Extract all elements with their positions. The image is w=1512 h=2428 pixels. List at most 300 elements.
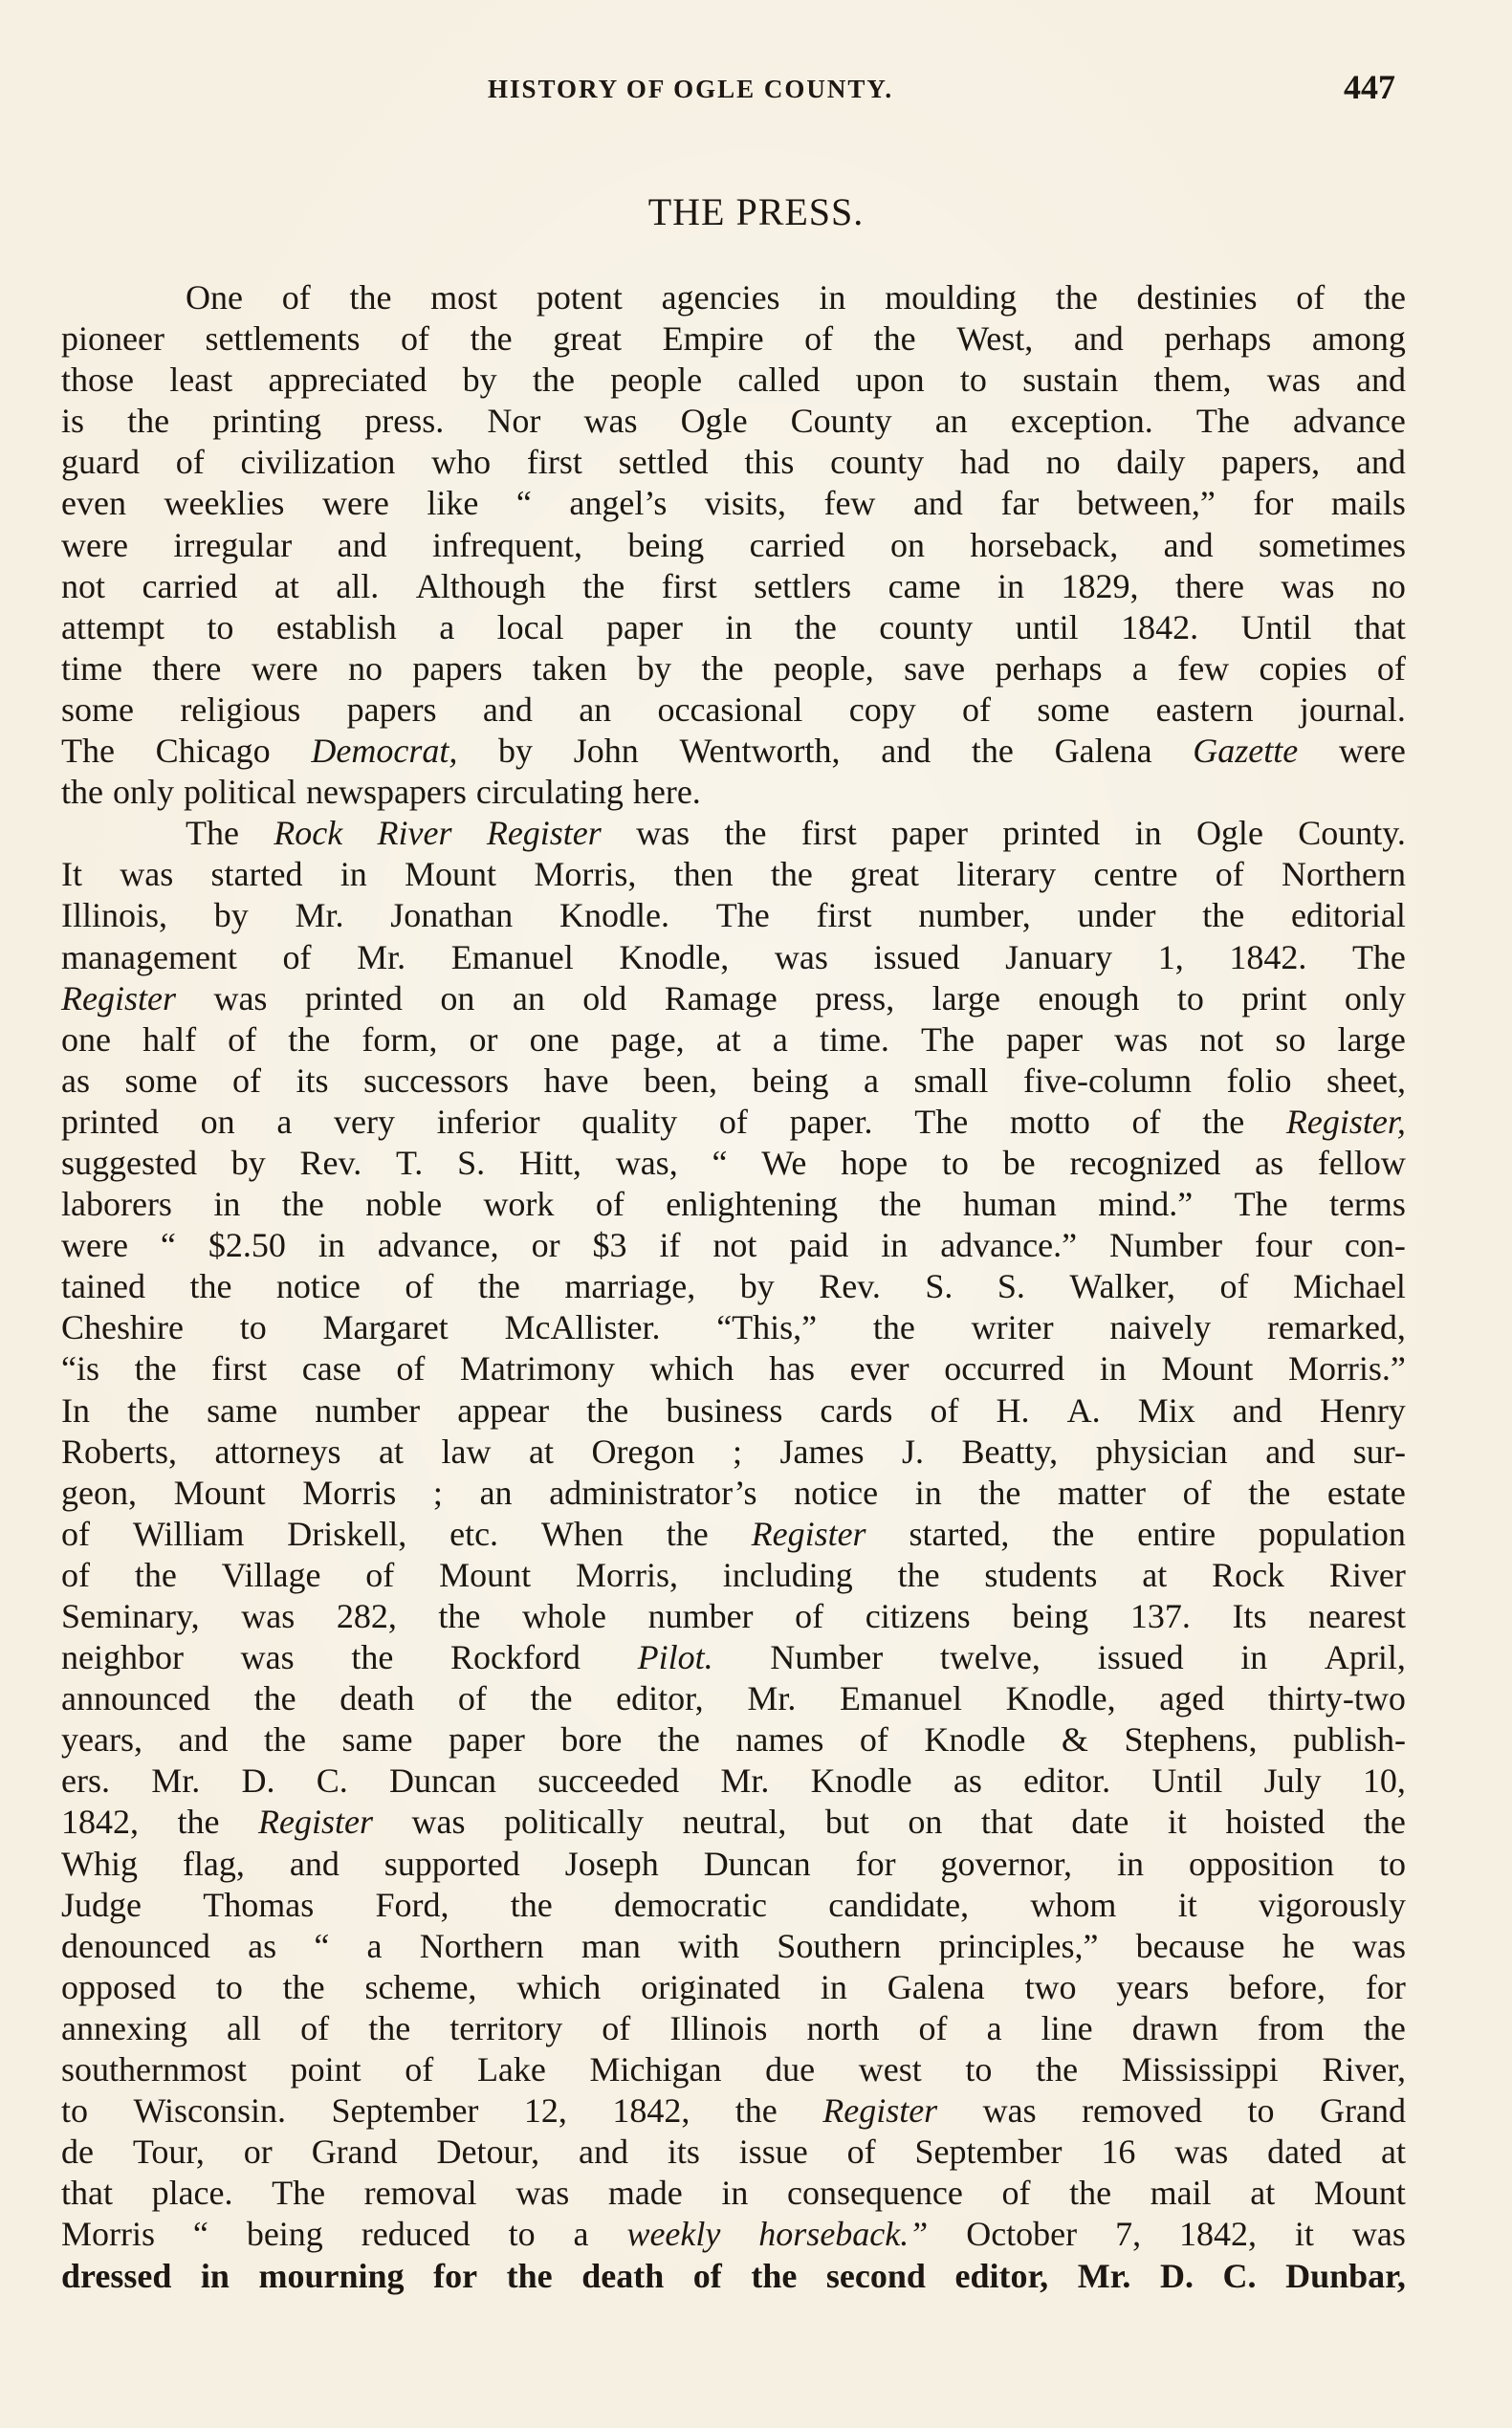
word: to: [207, 607, 234, 646]
word: S.: [997, 1267, 1025, 1306]
word: Register: [257, 1803, 373, 1842]
word: in: [997, 566, 1025, 605]
word: the: [351, 1638, 394, 1677]
word: called: [737, 361, 821, 400]
word: neighbor: [61, 1638, 184, 1677]
word: same: [341, 1720, 413, 1760]
word: the: [724, 814, 767, 853]
word: bore: [560, 1720, 623, 1760]
word: Michigan: [589, 2050, 722, 2089]
text-line: [61, 1019, 1406, 1061]
word: who: [431, 443, 492, 482]
word: hope: [841, 1143, 909, 1182]
word: Beatty,: [961, 1432, 1059, 1471]
word: Until: [1151, 1761, 1223, 1801]
word: governor,: [940, 1844, 1073, 1883]
word: no: [1045, 443, 1081, 482]
word: estate: [1326, 1473, 1406, 1512]
word: not: [1199, 1019, 1244, 1059]
word: of: [457, 1679, 487, 1718]
word: scheme,: [364, 1967, 477, 2006]
text-line: [61, 2132, 1406, 2173]
word: territory: [449, 2008, 563, 2047]
word: visits,: [704, 484, 786, 523]
word: April,: [1324, 1638, 1406, 1677]
word: Margaret: [322, 1308, 449, 1347]
word: Cheshire: [61, 1308, 184, 1347]
word: the: [1202, 1102, 1245, 1141]
word: Driskell,: [287, 1514, 407, 1553]
word: marriage,: [564, 1267, 696, 1306]
word: there: [152, 648, 222, 688]
word: administrator’s: [549, 1473, 757, 1512]
word: to: [61, 2091, 89, 2131]
word: paper: [606, 607, 683, 646]
word: civilization: [240, 443, 396, 482]
word: angel’s: [569, 484, 668, 523]
word: Illinois: [669, 2008, 768, 2047]
word: people,: [773, 648, 874, 688]
word: of: [405, 2050, 434, 2089]
word: editor.: [1023, 1761, 1111, 1801]
word: Village: [221, 1555, 321, 1594]
word: Michael: [1292, 1267, 1406, 1306]
word: of: [1215, 855, 1244, 894]
word: those: [61, 361, 134, 400]
word: first: [816, 896, 872, 935]
word: that: [61, 2174, 113, 2213]
word: law: [441, 1432, 492, 1471]
text-line: [61, 1184, 1406, 1225]
word: in: [914, 1473, 942, 1512]
word: Morris: [61, 2215, 155, 2254]
word: a: [276, 1102, 293, 1141]
word: agencies: [661, 278, 780, 317]
word: few: [823, 484, 876, 523]
body-text: [61, 277, 1406, 2297]
word: copies: [1259, 648, 1348, 688]
word: in: [725, 607, 753, 646]
word: at: [274, 566, 299, 605]
word: politically: [503, 1803, 644, 1842]
text-line: [61, 401, 1406, 442]
word: students: [984, 1555, 1098, 1594]
word: far: [1000, 484, 1040, 523]
word: and: [1265, 1432, 1316, 1471]
word: all.: [336, 566, 380, 605]
word: in: [1240, 1638, 1268, 1677]
word: the: [657, 1720, 700, 1760]
word: 12,: [523, 2091, 567, 2131]
word: of: [405, 1267, 434, 1306]
word: population: [1258, 1514, 1406, 1553]
word: few: [1177, 648, 1230, 688]
word: editorial: [1290, 896, 1406, 935]
word: terms: [1328, 1185, 1406, 1224]
word: the: [1248, 1473, 1291, 1512]
word: at: [379, 1432, 404, 1471]
word: William: [132, 1514, 245, 1553]
word: some: [124, 1061, 198, 1100]
word: Mr.: [747, 1679, 797, 1718]
word: which: [516, 1967, 602, 2006]
word: paper: [1006, 1019, 1084, 1059]
text-line: [61, 1348, 1406, 1389]
word: of: [401, 319, 430, 359]
text-line: [61, 442, 1406, 483]
word: it: [1177, 1885, 1197, 1924]
word: human: [962, 1185, 1057, 1224]
word: was: [982, 2091, 1037, 2131]
word: Matrimony: [459, 1349, 615, 1389]
word: the: [1202, 896, 1245, 935]
word: Knodle,: [1005, 1679, 1116, 1718]
word: in: [340, 855, 367, 894]
word: nearest: [1308, 1597, 1406, 1635]
word: Ogle: [680, 402, 748, 441]
word: Hitt,: [518, 1143, 581, 1182]
word: as: [248, 1926, 277, 1965]
word: of: [365, 1555, 395, 1594]
word: settled: [618, 443, 709, 482]
word: Mount: [439, 1555, 532, 1594]
word: the: [134, 1349, 177, 1389]
word: its: [296, 1061, 329, 1100]
word: the: [1363, 2008, 1406, 2047]
word: Wisconsin.: [133, 2091, 287, 2131]
word: the: [879, 1185, 922, 1224]
word: the: [263, 1720, 306, 1760]
word: of: [61, 1555, 90, 1594]
word: settlers: [754, 566, 852, 605]
word: The: [921, 1019, 975, 1059]
word: County.: [1298, 814, 1406, 853]
word: opposed: [61, 1967, 176, 2006]
word: case: [301, 1349, 362, 1389]
word: Democrat,: [311, 732, 458, 771]
word: Knodle: [924, 1720, 1026, 1760]
text-line: [61, 813, 1406, 854]
word: by: [739, 1267, 775, 1306]
word: an: [579, 689, 612, 729]
word: point: [290, 2050, 362, 2089]
word: of: [859, 1720, 888, 1760]
word: and: [1355, 361, 1406, 400]
word: $3: [592, 1226, 627, 1265]
word: The: [61, 732, 115, 771]
word: by: [230, 1143, 266, 1182]
word: first: [526, 443, 582, 482]
word: inferior: [436, 1102, 540, 1141]
word: enough: [1038, 978, 1140, 1017]
word: number: [647, 1597, 754, 1635]
word: The: [186, 814, 239, 853]
word: date: [1071, 1803, 1129, 1842]
word: Pilot.: [637, 1638, 713, 1677]
word: “This,”: [716, 1308, 818, 1347]
word: had: [959, 443, 1010, 482]
word: opposition: [1188, 1844, 1334, 1883]
word: editor,: [616, 1679, 704, 1718]
word: at: [1250, 2174, 1276, 2213]
word: thirty-two: [1267, 1679, 1406, 1718]
word: Morris,: [534, 855, 637, 894]
text-line: [61, 525, 1406, 566]
word: $2.50: [208, 1226, 286, 1265]
word: printing: [212, 402, 322, 441]
word: Knodle.: [559, 896, 669, 935]
word: at: [1381, 2133, 1406, 2172]
word: were: [321, 484, 389, 523]
word: years,: [61, 1720, 142, 1760]
word: the: [470, 319, 513, 359]
word: attempt: [61, 607, 164, 646]
word: years: [1116, 1967, 1190, 2006]
word: mourning: [258, 2256, 405, 2295]
word: which: [649, 1349, 734, 1389]
word: and: [178, 1720, 229, 1760]
text-line: [61, 2008, 1406, 2049]
text-line: [61, 607, 1406, 648]
word: perhaps: [995, 648, 1103, 688]
word: ever: [849, 1349, 909, 1389]
word: mails: [1330, 484, 1406, 523]
word: sheet,: [1326, 1061, 1406, 1100]
word: four: [1254, 1226, 1312, 1265]
text-line: [61, 2090, 1406, 2132]
word: County: [790, 402, 892, 441]
word: September: [331, 2091, 479, 2131]
word: the: [438, 1597, 481, 1635]
word: same: [207, 1390, 278, 1430]
word: Nor: [487, 402, 541, 441]
word: the: [734, 2091, 778, 2131]
word: made: [607, 2174, 683, 2213]
text-line: [61, 648, 1406, 689]
word: in: [200, 2256, 230, 2295]
word: of: [1001, 2174, 1031, 2213]
word: appear: [457, 1390, 550, 1430]
text-line: [61, 1432, 1406, 1473]
word: with: [678, 1926, 740, 1965]
word: a: [864, 1061, 880, 1100]
word: dressed: [61, 2256, 172, 2295]
word: and: [482, 689, 533, 729]
word: by: [462, 361, 497, 400]
word: D.: [241, 1761, 275, 1801]
word: and: [1232, 1390, 1282, 1430]
word: to: [1378, 1844, 1406, 1883]
word: the: [532, 361, 575, 400]
word: Joseph: [564, 1844, 659, 1883]
word: two: [1024, 1967, 1077, 2006]
word: circulating: [475, 773, 624, 812]
word: establish: [275, 607, 397, 646]
text-line: [61, 1926, 1406, 1967]
word: there: [1175, 566, 1244, 605]
word: con-: [1344, 1226, 1406, 1265]
word: the: [872, 1308, 915, 1347]
word: or: [469, 1019, 498, 1059]
word: first: [661, 566, 717, 605]
word: cards: [820, 1390, 893, 1430]
word: for: [1365, 1967, 1406, 2006]
word: 282,: [336, 1597, 397, 1635]
word: because: [1135, 1926, 1245, 1965]
word: tained: [61, 1267, 145, 1306]
word: hoisted: [1225, 1803, 1326, 1842]
word: at: [529, 1432, 554, 1471]
word: by: [213, 896, 249, 935]
page-number: 447: [1344, 68, 1395, 106]
word: Mr.: [151, 1761, 201, 1801]
word: upon: [855, 361, 925, 400]
word: consequence: [786, 2174, 963, 2213]
word: ;: [732, 1432, 742, 1471]
word: “: [515, 484, 532, 523]
word: of: [718, 1102, 748, 1141]
word: some: [1037, 689, 1110, 729]
word: guard: [61, 443, 140, 482]
word: Whig: [61, 1844, 138, 1883]
word: C.: [1222, 2256, 1257, 2295]
word: Number: [770, 1638, 884, 1677]
word: Jonathan: [390, 896, 514, 935]
word: folio: [1226, 1061, 1292, 1100]
word: number: [315, 1390, 421, 1430]
text-line: [61, 2173, 1406, 2214]
word: issued: [873, 937, 960, 976]
word: county: [830, 443, 925, 482]
word: H.: [996, 1390, 1030, 1430]
word: flag,: [182, 1844, 245, 1883]
word: was: [1174, 2133, 1229, 2172]
word: to: [941, 1143, 969, 1182]
word: so: [1275, 1019, 1306, 1059]
word: horseback,: [970, 525, 1119, 564]
word: annexing: [61, 2008, 187, 2047]
word: It: [61, 855, 82, 894]
word: advance.”: [940, 1226, 1078, 1265]
word: to: [959, 361, 987, 400]
word: death: [340, 1679, 415, 1718]
word: 1842,: [61, 1803, 139, 1842]
word: and: [578, 2133, 628, 2172]
word: Lake: [476, 2050, 546, 2089]
word: Chicago: [155, 732, 271, 771]
word: Register,: [1285, 1102, 1406, 1141]
word: July: [1263, 1761, 1322, 1801]
word: Rockford: [449, 1638, 581, 1677]
text-line: [61, 1555, 1406, 1596]
word: only: [1344, 978, 1406, 1017]
word: Duncan: [703, 1844, 811, 1883]
word: whom: [1030, 1885, 1117, 1924]
word: its: [667, 2133, 700, 2172]
word: it: [1294, 2215, 1314, 2254]
word: or: [243, 2133, 273, 2172]
word: the: [1055, 278, 1098, 317]
word: Gazette: [1193, 732, 1299, 771]
word: Thomas: [203, 1885, 315, 1924]
word: the: [1363, 278, 1406, 317]
word: being: [627, 525, 705, 564]
word: Oregon: [591, 1432, 695, 1471]
word: of: [1182, 1473, 1212, 1512]
word: advance,: [377, 1226, 499, 1265]
word: the: [134, 1555, 177, 1594]
word: been,: [644, 1061, 718, 1100]
word: principles,”: [938, 1926, 1099, 1965]
word: moulding: [885, 278, 1018, 317]
word: on: [200, 1102, 235, 1141]
word: “: [712, 1143, 728, 1182]
text-line: [61, 1678, 1406, 1719]
word: Mississippi: [1121, 2050, 1279, 2089]
word: writer: [971, 1308, 1054, 1347]
word: Northern: [419, 1926, 544, 1965]
word: the: [978, 1473, 1021, 1512]
word: drawn: [1131, 2008, 1218, 2047]
word: least: [169, 361, 233, 400]
word: the: [770, 855, 813, 894]
text-line: [61, 1390, 1406, 1432]
word: entire: [1137, 1514, 1216, 1553]
word: by: [498, 732, 534, 771]
word: Galena: [1054, 732, 1152, 771]
word: for: [1253, 484, 1294, 523]
word: was: [515, 2174, 570, 2213]
text-line: [61, 2214, 1406, 2255]
word: was: [1266, 361, 1321, 400]
word: and: [912, 484, 963, 523]
word: at: [1142, 1555, 1168, 1594]
word: pioneer: [61, 319, 164, 359]
word: the: [1069, 2174, 1112, 2213]
word: of: [228, 1019, 257, 1059]
word: Until: [1240, 607, 1312, 646]
word: were: [1338, 732, 1406, 771]
word: Ford,: [375, 1885, 449, 1924]
word: matter: [1058, 1473, 1146, 1512]
word: to: [215, 1967, 243, 2006]
word: Grand: [311, 2133, 398, 2172]
word: of: [300, 2008, 330, 2047]
word: recognized: [1069, 1143, 1221, 1182]
text-line: [61, 1514, 1406, 1555]
word: River,: [1322, 2050, 1406, 2089]
word: paid: [789, 1226, 849, 1265]
text-line: [61, 978, 1406, 1019]
word: of: [918, 2008, 948, 2047]
word: was: [240, 1638, 295, 1677]
word: death: [581, 2256, 665, 2295]
word: or: [531, 1226, 560, 1265]
word: printed: [1002, 814, 1101, 853]
word: of: [232, 1061, 262, 1100]
word: in: [1134, 814, 1162, 853]
word: time.: [819, 1019, 889, 1059]
word: management: [61, 937, 237, 976]
word: very: [333, 1102, 395, 1141]
word: denounced: [61, 1926, 210, 1965]
word: Knodle,: [619, 937, 730, 976]
text-line: [61, 1885, 1406, 1926]
word: to: [1247, 2091, 1275, 2131]
word: was: [1351, 2215, 1406, 2254]
text-line: [61, 2256, 1406, 2297]
word: were: [251, 648, 318, 688]
